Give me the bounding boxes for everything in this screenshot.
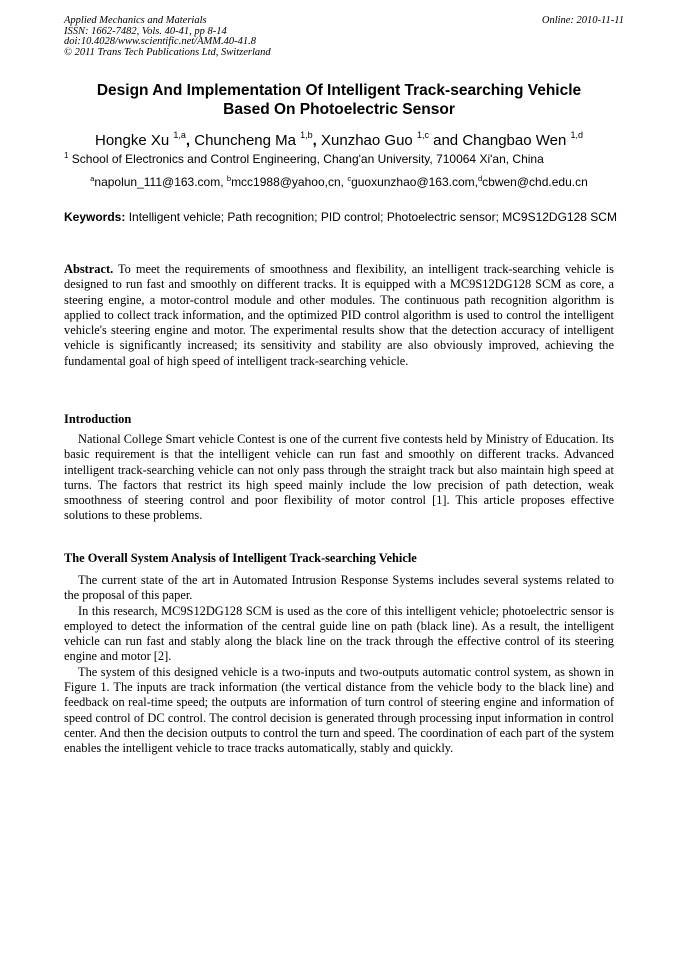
email-list: [64, 175, 614, 189]
introduction-body: [64, 432, 614, 524]
overall-body: [64, 573, 614, 757]
title-line-2: Based On Photoelectric Sensor: [223, 101, 455, 118]
author-name: Changbao Wen: [462, 132, 567, 149]
email-address: mcc1988@yahoo,cn,: [231, 175, 348, 189]
email-superscript: d: [478, 174, 483, 183]
author-name: Xunzhao Guo: [321, 132, 413, 149]
author-separator: and: [428, 132, 463, 149]
paragraph: The current state of the art in Automated Intrusion Response Systems includes several systems related to the proposal of this paper.: [64, 573, 614, 603]
overall-heading: The Overall System Analysis of Intelligent Track-searching Vehicle: [64, 551, 417, 565]
online-date: Online: 2010-11-11: [541, 15, 624, 26]
journal-issn: ISSN: 1662-7482, Vols. 40-41, pp 8-14: [64, 25, 227, 37]
affiliation-superscript: 1: [64, 151, 69, 160]
affiliation-text: School of Electronics and Control Engineering, Chang'an University, 710064 Xi'an, China: [71, 152, 544, 166]
email-superscript: b: [226, 174, 232, 183]
email-address: cbwen@chd.edu.cn: [482, 175, 588, 189]
journal-name: Applied Mechanics and Materials: [64, 15, 207, 26]
affiliation: [64, 152, 624, 166]
author-superscript: 1,b: [300, 130, 313, 140]
email-address: napolun_111@163.com,: [94, 175, 227, 189]
journal-copyright: © 2011 Trans Tech Publications Ltd, Switzerland: [64, 46, 271, 58]
paper-title: [64, 81, 614, 119]
title-line-1: Design And Implementation Of Intelligent Track-searching Vehicle: [96, 82, 582, 99]
keywords-label: Keywords:: [64, 210, 126, 224]
author-separator: ,: [312, 132, 322, 149]
author-list: [64, 132, 614, 150]
email-address: guoxunzhao@163.com,: [351, 175, 478, 189]
keywords: [64, 210, 620, 225]
journal-header: [64, 16, 624, 58]
paragraph: National College Smart vehicle Contest is one of the current five contests held by Ministry of Education. Its basic requirement is that the intelligent vehicle can run fast and smoothly on different tracks. Advanced intelligent track-searching vehicle can not only pass through the straight track but also maintain high speed at turns. The factors that restrict its high speed mainly include the low precision of path detection, weak smoothness of steering control and poor flexibility of motor control [1]. This article proposes effective solutions to these problems.: [64, 432, 614, 523]
author-superscript: 1,c: [416, 130, 429, 140]
author-superscript: 1,d: [570, 130, 583, 140]
email-superscript: c: [347, 174, 352, 183]
journal-doi: doi:10.4028/www.scientific.net/AMM.40-41.8: [64, 36, 256, 48]
author-separator: ,: [185, 132, 195, 149]
paragraph: In this research, MC9S12DG128 SCM is used as the core of this intelligent vehicle; photoelectric sensor is employed to detect the information of the central guide line on path (black line). As a result, the intelligent vehicle can run fast and stably along the black line on the track through the effective control of its steering engine and motor [2].: [64, 603, 614, 664]
paragraph: The system of this designed vehicle is a two-inputs and two-outputs automatic control system, as shown in Figure 1. The inputs are track information (the vertical distance from the vehicle body to the black line) and feedback on real-time speed; the outputs are information of turn control of steering engine and information of speed control of DC control. The control decision is generated through processing input information in control center. And then the decision outputs to control the turn and speed. The coordination of each part of the system enables the intelligent vehicle to trace tracks automatically, stably and quickly.: [64, 664, 614, 756]
keywords-text: Intelligent vehicle; Path recognition; PID control; Photoelectric sensor; MC9S12DG128 SCM: [128, 210, 617, 224]
abstract-text: To meet the requirements of smoothness and flexibility, an intelligent track-searching vehicle is designed to run fast and smoothly on different tracks. It is equipped with a MC9S12DG128 SCM as core, a steering engine, a motor-control module and other modules. The continuous path recognition algorithm is applied to collect track information, and the optimized PID control algorithm is used to control the intelligent vehicle's steering engine and motor. The experimental results show that the detection accuracy of intelligent vehicle is significantly increased; its sensitivity and stability are also obviously improved, achieving the fundamental goal of high speed of intelligent track-searching vehicle.: [64, 262, 614, 368]
abstract: [64, 262, 614, 369]
abstract-label: Abstract.: [64, 262, 114, 276]
email-superscript: a: [90, 174, 95, 183]
author-name: Hongke Xu: [95, 132, 170, 149]
author-superscript: 1,a: [173, 130, 186, 140]
introduction-heading: Introduction: [64, 412, 132, 426]
author-name: Chuncheng Ma: [194, 132, 296, 149]
